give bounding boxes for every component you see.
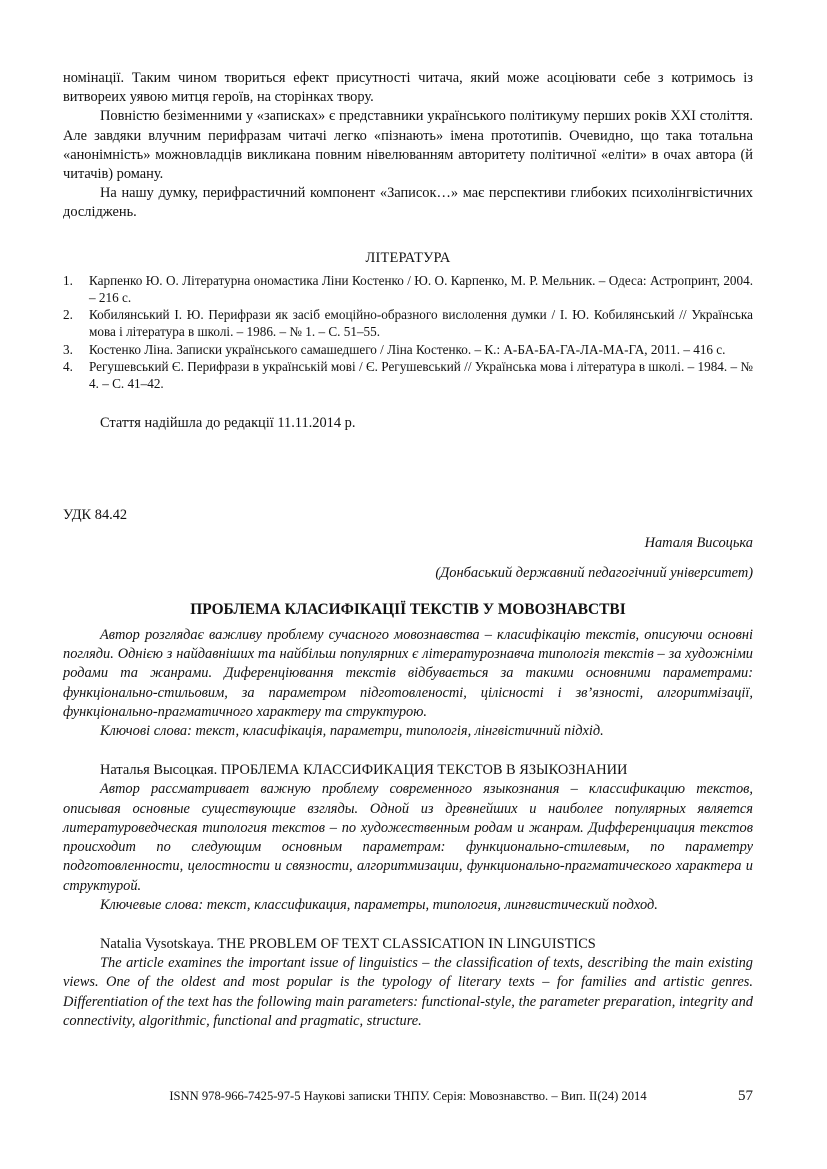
reference-number: 2. bbox=[63, 307, 73, 323]
abstract-english: The article examines the important issue of linguistics – the classification of texts, describing the main existing views. One of the oldest and most popular is the typology of literary texts – for families and artistic genres. Differentiation of the text has the following main parameters: functional-style, the parameter preparation, integrity and connectivity, algorithmic, functional and pragmatic, structure. bbox=[63, 955, 753, 1029]
reference-text: Регушевський Є. Перифрази в українській мові / Є. Регушевський // Українська мова і література в школі. – 1984. – № 4. – С. 41–42. bbox=[89, 358, 753, 392]
abstract-ukrainian: Автор розглядає важливу проблему сучасного мовознавства – класифікацію текстів, описуючи основні погляди. Однією з найдавніших та найбільш популярних є літературознавча типологія текстів – за художніми родами та жанрами. Диференціювання текстів відбувається за такими основними параметрами: функціонально-стильовим, за параметром підготовленості, цілісності і зв’язності, алгоритмізації, функціонально-прагматичного характеру та структурою. bbox=[63, 627, 753, 720]
body-paragraph-2: Повністю безіменними у «записках» є представники українського політикуму перших років XXI століття. Але завдяки влучним перифразам читачі легко «пізнають» імена прототипів. Очевидно, що така тотальна «анонімність» можновладців викликана повним нівелюванням авторитету політичної «еліти» в очах автора (й читачів) роману. bbox=[63, 108, 753, 183]
reference-text: Карпенко Ю. О. Літературна ономастика Ліни Костенко / Ю. О. Карпенко, М. Р. Мельник. – Одеса: Астропринт, 2004. – 216 с. bbox=[89, 272, 753, 306]
reference-item-3 bbox=[63, 341, 753, 358]
footer-journal-info: ISNN 978-966-7425-97-5 Наукові записки ТНПУ. Серія: Мовознавство. – Вип. ІІ(24) 2014 bbox=[169, 1089, 647, 1103]
body-paragraph-3: На нашу думку, перифрастичний компонент «Записок…» має перспективи глибоких психолінгвістичних досліджень. bbox=[63, 185, 753, 221]
heading-russian: Наталья Высоцкая. ПРОБЛЕМА КЛАССИФИКАЦИЯ ТЕКСТОВ В ЯЗЫКОЗНАНИИ bbox=[100, 762, 628, 779]
reference-text: Костенко Ліна. Записки українського самашедшего / Ліна Костенко. – К.: А-БА-БА-ГА-ЛА-МА-ГА, 2011. – 416 с. bbox=[89, 341, 726, 357]
udk-code: УДК 84.42 bbox=[63, 507, 128, 524]
received-note: Стаття надійшла до редакції 11.11.2014 р. bbox=[100, 415, 356, 432]
reference-number: 1. bbox=[63, 272, 73, 288]
references-list bbox=[63, 272, 753, 392]
abstract-russian: Автор рассматривает важную проблему современного языкознания – классификацию текстов, описывая основные существующие взгляды. Одной из древнейших и наиболее популярных является литературоведческая типология текстов – по художественным родам и жанрам. Дифференциация текстов происходит по следующим основным параметрам: функционально-стилевым, по параметру подготовленности, целостности и связности, алгоритмизации, функционально-прагматического характера и структурой. bbox=[63, 781, 753, 894]
page-content bbox=[63, 69, 753, 1031]
page-number: 57 bbox=[738, 1088, 753, 1104]
keywords-russian: Ключевые слова: текст, классификация, параметры, типология, лингвистический подход. bbox=[100, 896, 658, 913]
article-title: ПРОБЛЕМА КЛАСИФІКАЦІЇ ТЕКСТІВ У МОВОЗНАВСТВІ bbox=[190, 601, 626, 619]
references-heading: ЛІТЕРАТУРА bbox=[365, 249, 451, 266]
page-footer bbox=[63, 1087, 753, 1107]
reference-item-2 bbox=[63, 306, 753, 340]
article-author: Наталя Висоцька bbox=[644, 534, 753, 551]
reference-text: Кобилянський І. Ю. Перифрази як засіб емоційно-образного вислолення думки / І. Ю. Кобилянський // Українська мова і література в школі. – 1986. – № 1. – С. 51–55. bbox=[89, 307, 753, 340]
reference-item-4 bbox=[63, 358, 753, 392]
reference-number: 4. bbox=[63, 358, 73, 374]
keywords-ukrainian: Ключові слова: текст, класифікація, параметри, типологія, лінгвістичний підхід. bbox=[100, 723, 604, 740]
body-paragraph-1: номінації. Таким чином твориться ефект присутності читача, який може асоціювати себе з котримось із витвореих уявою митця героїв, на сторінках твору. bbox=[63, 70, 753, 106]
author-affiliation: (Донбаський державний педагогічний університет) bbox=[435, 564, 753, 581]
reference-item-1 bbox=[63, 272, 753, 306]
heading-english: Natalia Vysotskaya. THE PROBLEM OF TEXT CLASSICATION IN LINGUISTICS bbox=[100, 935, 596, 952]
reference-number: 3. bbox=[63, 341, 73, 357]
